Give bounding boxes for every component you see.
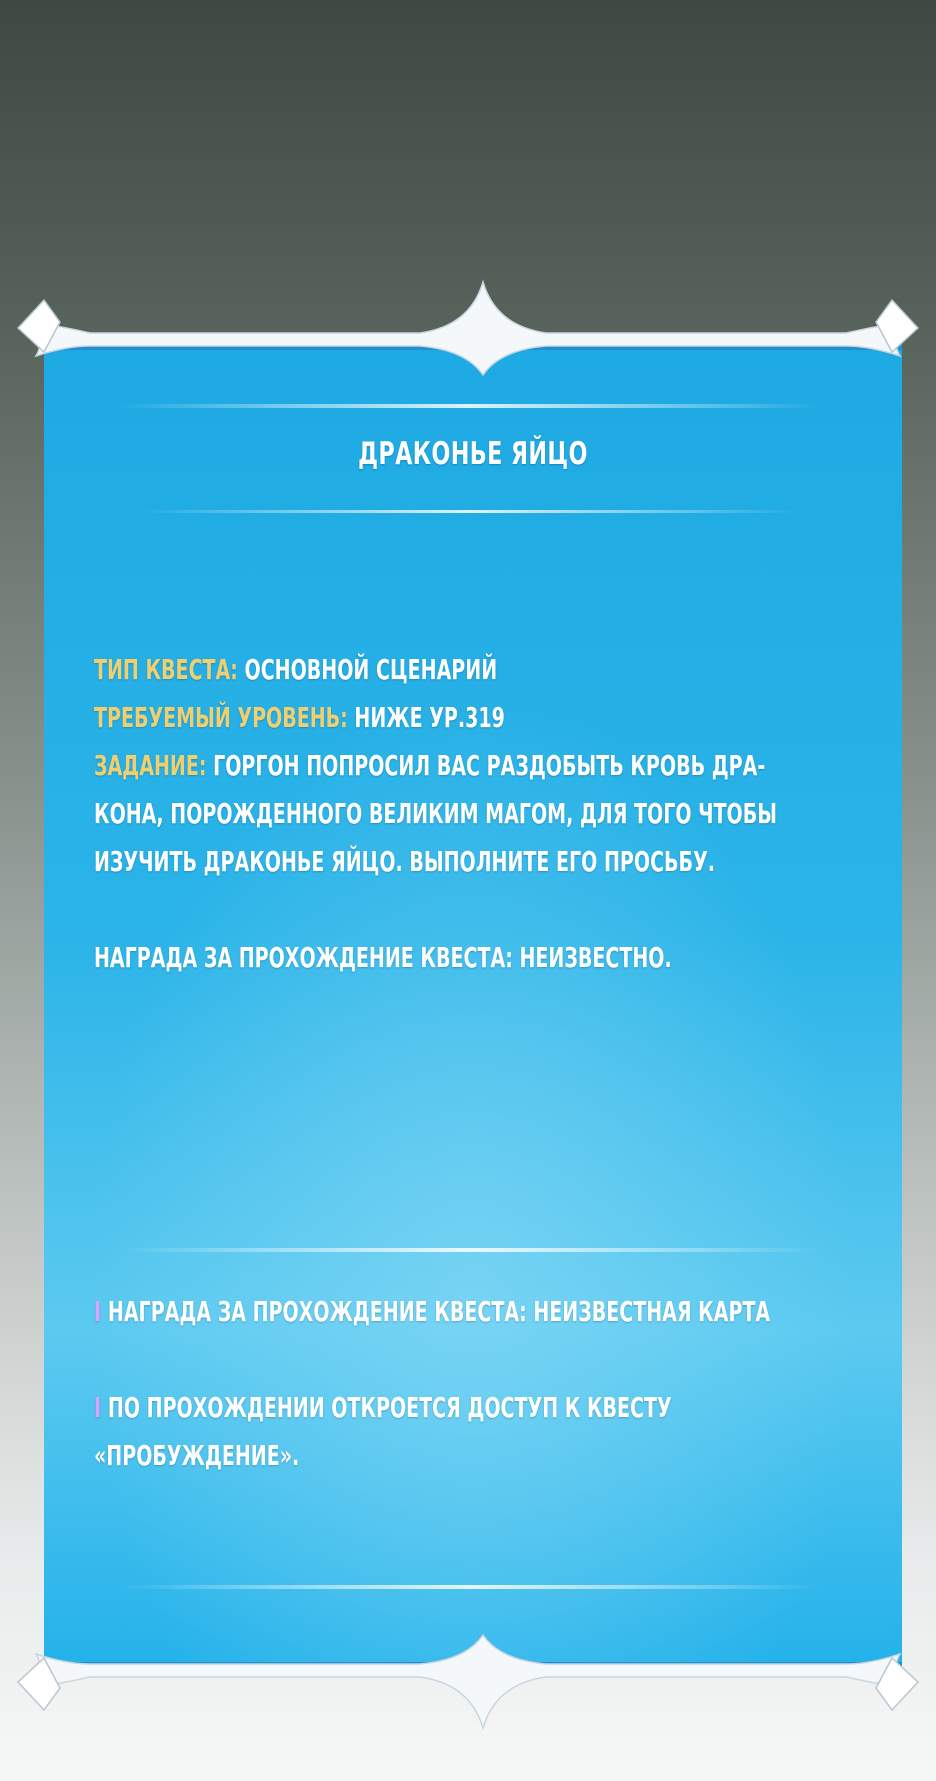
note-marker: I <box>94 1295 102 1328</box>
reward-text: НАГРАДА ЗА ПРОХОЖДЕНИЕ КВЕСТА: НЕИЗВЕСТНО. <box>94 941 672 974</box>
quest-type-label: ТИП КВЕСТА: <box>94 653 238 686</box>
quest-type-value: ОСНОВНОЙ СЦЕНАРИЙ <box>237 653 498 686</box>
note-unlock <box>94 1390 672 1426</box>
quest-title: ДРАКОНЬЕ ЯЙЦО <box>358 436 588 472</box>
task-text-line-1: ГОРГОН ПОПРОСИЛ ВАС РАЗДОБЫТЬ КРОВЬ ДРА- <box>206 749 766 782</box>
note-reward-map-text: НАГРАДА ЗА ПРОХОЖДЕНИЕ КВЕСТА: НЕИЗВЕСТНАЯ КАРТА <box>107 1295 771 1328</box>
task-text-line-2: КОНА, ПОРОЖДЕННОГО ВЕЛИКИМ МАГОМ, ДЛЯ ТОГО ЧТОБЫ <box>94 797 777 830</box>
note-unlock-text-line-2: «ПРОБУЖДЕНИЕ». <box>94 1439 300 1472</box>
quest-content <box>44 350 902 1650</box>
task-row <box>94 748 765 784</box>
required-level-label: ТРЕБУЕМЫЙ УРОВЕНЬ: <box>94 701 348 734</box>
task-text-line-3: ИЗУЧИТЬ ДРАКОНЬЕ ЯЙЦО. ВЫПОЛНИТЕ ЕГО ПРОСЬБУ. <box>94 845 715 878</box>
note-marker: I <box>94 1391 102 1424</box>
quest-type-row <box>94 652 497 688</box>
note-reward-map <box>94 1294 770 1330</box>
required-level-row <box>94 700 505 736</box>
task-label: ЗАДАНИЕ: <box>94 749 207 782</box>
required-level-value: НИЖЕ УР.319 <box>347 701 505 734</box>
note-unlock-text-line-1: ПО ПРОХОЖДЕНИИ ОТКРОЕТСЯ ДОСТУП К КВЕСТУ <box>107 1391 672 1424</box>
